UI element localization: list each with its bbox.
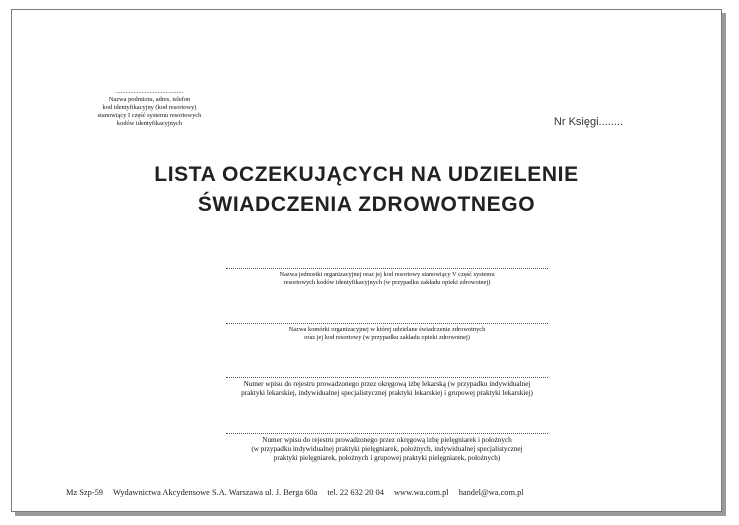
issuer-line: kodów identyfikacyjnych [116,120,183,127]
issuer-dots: .......................................... [115,88,184,95]
footer [66,488,532,497]
fill-line [226,433,548,434]
field-caption-line: oraz jej kod resortowy (w przypadku zakładu opieki zdrowotnej) [304,334,470,341]
field-caption-line: Numer wpisu do rejestru prowadzonego przez okręgową izbę pielęgniarek i położnych [262,436,512,444]
field-caption-line: Nazwa jednostki organizacyjnej oraz jej kod resortowy stanowiący V część systemu [279,271,495,278]
title-line-1: LISTA OCZEKUJĄCYCH NA UDZIELENIE [154,163,579,186]
issuer-block [52,88,247,128]
website: www.wa.com.pl [394,488,449,497]
field-caption-line: (w przypadku indywidualnej praktyki pielęgniarek, położnych, indywidualnej specjalistycznej [251,445,523,453]
field-caption-line: Nazwa komórki organizacyjnej w której udzielane świadczenie zdrowotnych [288,326,486,333]
email: handel@wa.com.pl [458,488,524,497]
issuer-line: stanowiący I część systemu resortowych [97,112,202,119]
fill-line [226,323,548,324]
issuer-line: Nazwa podmiotu, adres, telefon [108,96,191,103]
fill-line [226,268,548,269]
form-code: Mz Szp-59 [66,488,103,497]
title-line-2: ŚWIADCZENIA ZDROWOTNEGO [197,193,536,216]
field-caption-line: praktyki lekarskiej, indywidualnej specjalistycznej praktyki lekarskiej i grupowej praktyki lekarskiej) [241,389,533,397]
field-medical-chamber-number [192,377,582,398]
field-nursing-chamber-number [192,433,582,463]
phone: tel. 22 632 20 04 [327,488,384,497]
field-caption-line: Numer wpisu do rejestru prowadzonego przez okręgową izbę lekarską (w przypadku indywidualnej [243,380,531,388]
field-caption-line: resortowych kodów identyfikacyjnych (w przypadku zakładu opieki zdrowotnej) [283,279,491,286]
field-cell-name [192,323,582,342]
register-number-label: Nr Księgi........ [553,116,623,128]
form-title [12,160,721,220]
publisher: Wydawnictwa Akcydensowe S.A. Warszawa ul. J. Berga 60a [112,488,318,497]
issuer-line: kod identyfikacyjny (kod resortowy) [102,104,197,111]
fill-line [226,377,548,378]
field-unit-name [192,268,582,287]
field-caption-line: praktyki pielęgniarek, położnych i grupowej praktyki pielęgniarek, położnych) [273,454,501,462]
form-page [11,9,722,512]
